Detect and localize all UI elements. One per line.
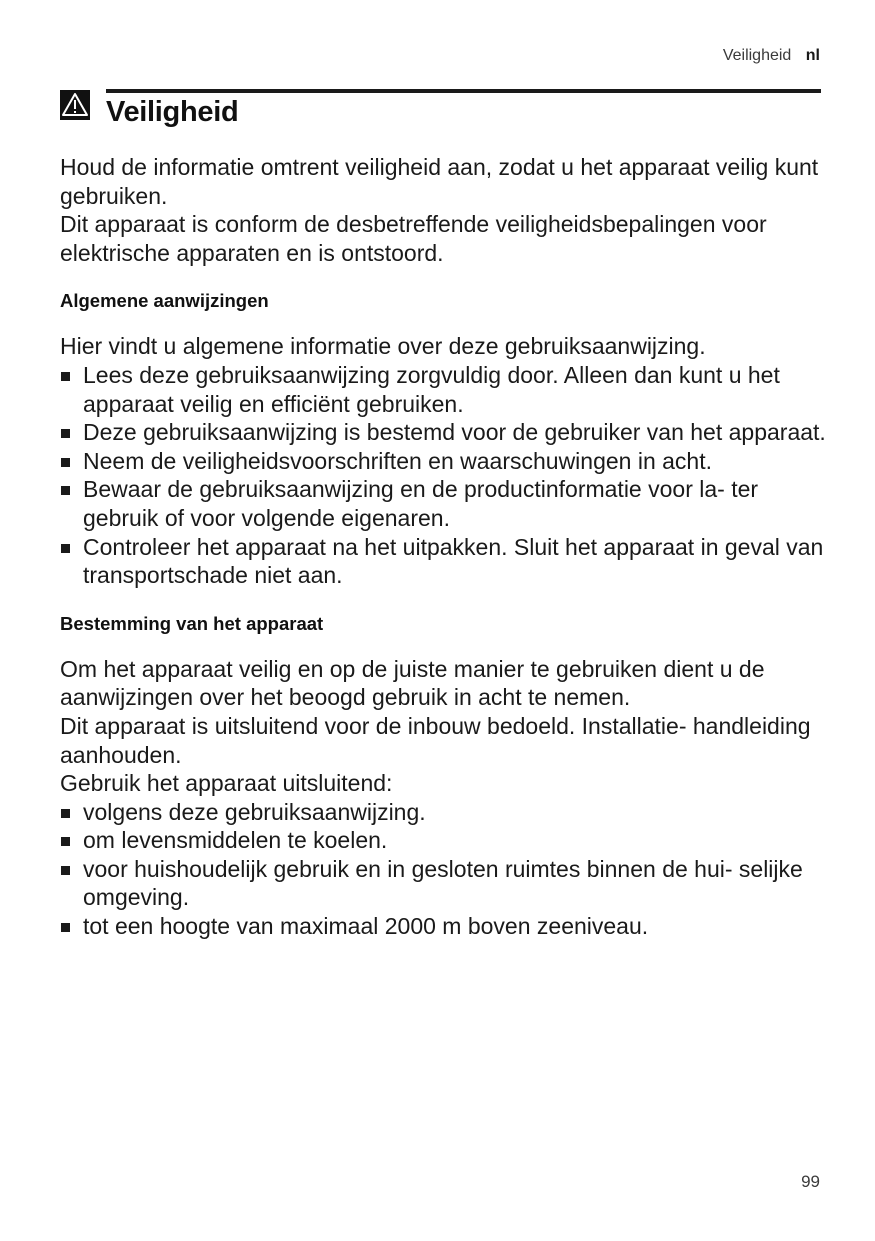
- general-list: [60, 361, 830, 590]
- general-text: Hier vindt u algemene informatie over deze gebruiksaanwijzing.: [60, 333, 706, 360]
- list-item: [60, 447, 830, 476]
- list-item: [60, 361, 830, 418]
- page-number: 99: [801, 1172, 820, 1191]
- list-item-text: voor huishoudelijk gebruik en in gesloten ruimtes binnen de hui- selijke omgeving.: [83, 855, 803, 911]
- section-title: Veiligheid: [106, 96, 239, 128]
- running-header-language: nl: [805, 47, 820, 64]
- list-item: [60, 826, 830, 855]
- list-item: [60, 418, 830, 447]
- list-item-text: volgens deze gebruiksaanwijzing.: [83, 798, 426, 825]
- intended-use-list: [60, 798, 830, 941]
- general-heading: Algemene aanwijzingen: [60, 290, 269, 312]
- intro-paragraph-2: Dit apparaat is conform de desbetreffende veiligheidsbepalingen voor elektrische apparaten en is ontstoord.: [60, 211, 767, 266]
- section-rule: [106, 89, 821, 93]
- bullet-square-icon: [61, 486, 70, 495]
- list-item-text: Lees deze gebruiksaanwijzing zorgvuldig door. Alleen dan kunt u het apparaat veilig en efficiënt gebruiken.: [83, 361, 780, 417]
- intended-use-heading: Bestemming van het apparaat: [60, 612, 324, 634]
- list-item-text: Bewaar de gebruiksaanwijzing en de productinformatie voor la- ter gebruik of voor volgende eigenaren.: [83, 476, 759, 531]
- list-item: [60, 798, 830, 827]
- main-content: [60, 153, 830, 941]
- running-header-section: Veiligheid: [722, 47, 792, 64]
- intended-use-paragraph-3: Gebruik het apparaat uitsluitend:: [60, 770, 393, 797]
- list-item-text: Neem de veiligheidsvoorschriften en waarschuwingen in acht.: [83, 447, 713, 474]
- list-item-text: Controleer het apparaat na het uitpakken. Sluit het apparaat in geval van transportschade niet aan.: [83, 533, 824, 589]
- list-item: [60, 855, 830, 912]
- intro-paragraph-1: Houd de informatie omtrent veiligheid aan, zodat u het apparaat veilig kunt gebruiken.: [60, 154, 819, 209]
- list-item: [60, 533, 830, 590]
- bullet-square-icon: [61, 544, 70, 553]
- bullet-square-icon: [61, 923, 70, 932]
- bullet-square-icon: [61, 458, 70, 467]
- intended-use-paragraph-1: Om het apparaat veilig en op de juiste manier te gebruiken dient u de aanwijzingen over het beoogd gebruik in acht te nemen.: [60, 655, 765, 711]
- running-header: [723, 47, 820, 65]
- bullet-square-icon: [61, 866, 70, 875]
- list-item-text: om levensmiddelen te koelen.: [83, 827, 388, 854]
- list-item-text: tot een hoogte van maximaal 2000 m boven zeeniveau.: [83, 913, 649, 940]
- list-item-text: Deze gebruiksaanwijzing is bestemd voor de gebruiker van het apparaat.: [83, 419, 826, 446]
- warning-triangle-icon: [60, 90, 90, 120]
- list-item: [60, 912, 830, 941]
- bullet-square-icon: [61, 429, 70, 438]
- bullet-square-icon: [61, 837, 70, 846]
- bullet-square-icon: [61, 372, 70, 381]
- list-item: [60, 475, 830, 532]
- bullet-square-icon: [61, 809, 70, 818]
- intended-use-paragraph-2: Dit apparaat is uitsluitend voor de inbouw bedoeld. Installatie- handleiding aanhouden.: [60, 712, 811, 768]
